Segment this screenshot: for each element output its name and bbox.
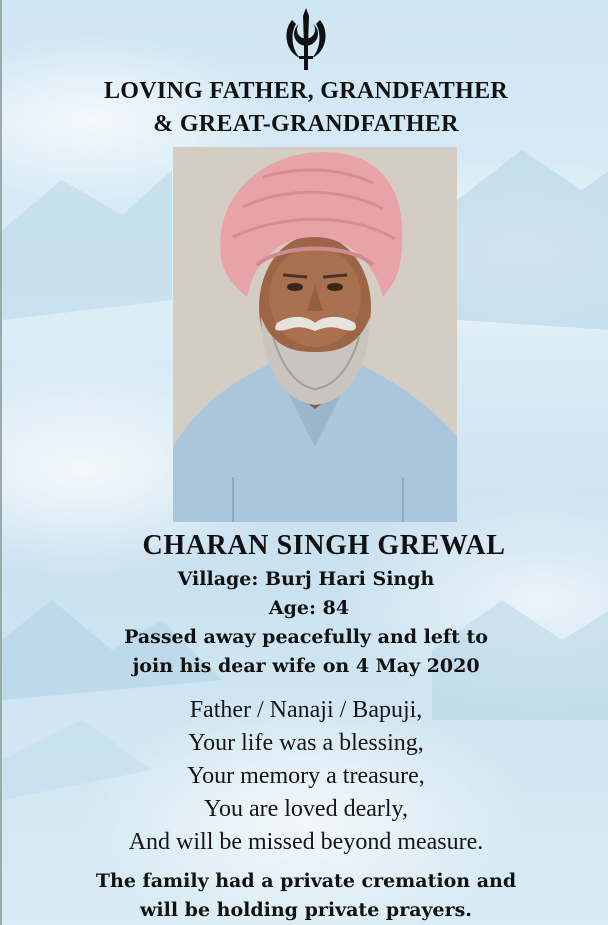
passed-line-2: join his dear wife on 4 May 2020 (132, 655, 480, 677)
passed-line-1: Passed away peacefully and left to (124, 626, 488, 648)
deceased-name: CHARAN SINGH GREWAL (142, 530, 506, 561)
family-note-line-1: The family had a private cremation and (95, 870, 517, 892)
family-note-line-2: will be holding private prayers. (140, 899, 472, 921)
poem-line: And will be missed beyond measure. (128, 829, 484, 855)
khanda-icon (284, 6, 328, 72)
poem-line: Your life was a blessing, (188, 730, 424, 756)
village-line: Village: Burj Hari Singh (177, 568, 435, 590)
poem-line: Father / Nanaji / Bapuji, (189, 697, 423, 723)
portrait-photo (173, 147, 457, 522)
poem-line: Your memory a treasure, (187, 763, 425, 789)
poem-line: You are loved dearly, (204, 796, 408, 822)
heading-line-1: LOVING FATHER, GRANDFATHER (103, 78, 509, 104)
heading-line-2: & GREAT-GRANDFATHER (153, 111, 459, 137)
age-line: Age: 84 (268, 597, 350, 619)
